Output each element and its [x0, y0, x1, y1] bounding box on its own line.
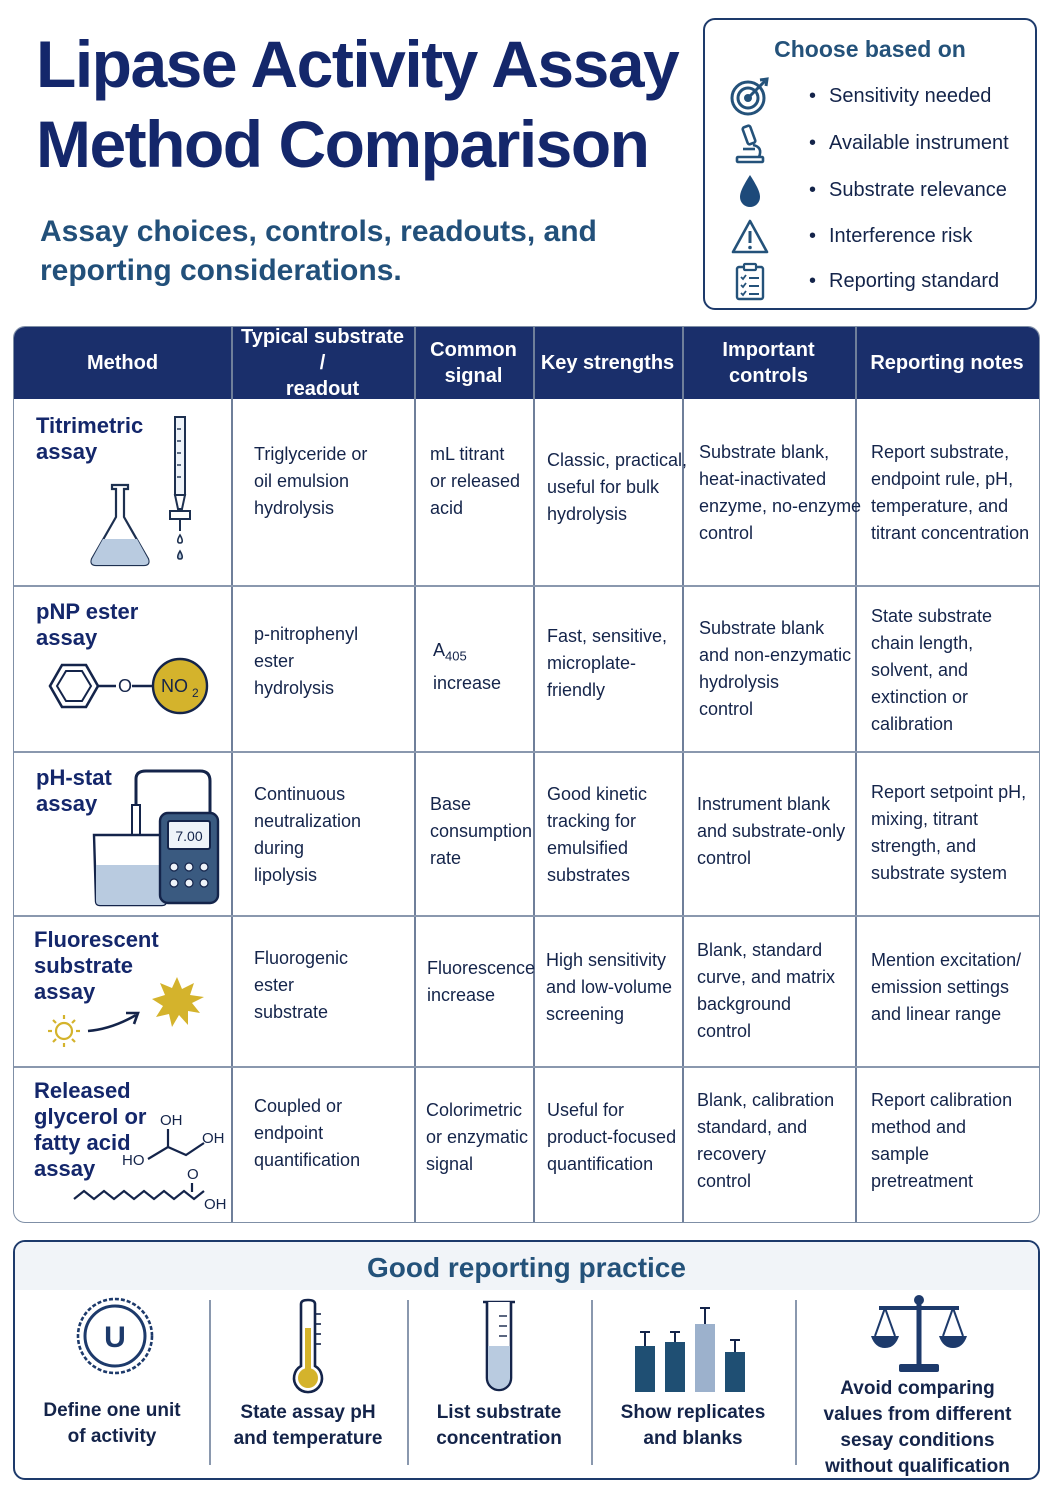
header-controls: Important controls [722, 339, 815, 387]
bar-chart-icon [631, 1302, 755, 1392]
microscope-icon [729, 123, 769, 163]
practice-item-replicates: Show replicates and blanks [591, 1292, 795, 1477]
svg-text:O: O [118, 676, 133, 696]
target-icon [729, 76, 769, 116]
method-name: Fluorescent substrate assay [34, 927, 159, 1004]
svg-text:OH: OH [202, 1130, 225, 1147]
choose-item-reporting: • Reporting standard [725, 261, 1025, 301]
practice-item-avoid-comparing: Avoid comparing values from different sesay conditions without qualification [795, 1292, 1040, 1477]
choose-based-on-panel [703, 18, 1037, 310]
choose-item-label: Substrate relevance [829, 179, 1007, 201]
pnp-structure-icon [40, 649, 216, 719]
test-tube-icon [479, 1298, 519, 1398]
warning-icon [729, 216, 769, 256]
practice-item-unit: U Define one unit of activity [15, 1292, 209, 1477]
method-name: Released glycerol or fatty acid assay [34, 1078, 147, 1181]
page-title [36, 24, 696, 184]
practice-item-ph-temp: State assay pH and temperature [209, 1292, 407, 1477]
header-substrate: Typical substrate / readout [240, 326, 405, 400]
svg-text:OH: OH [204, 1196, 227, 1213]
method-comparison-table: Method Typical substrate / readout Common signal Key strengths Important controls Reporting notes Titrimetric assay Triglyceride or oil emulsion hydrolysis mL titrant or released acid Classic, practical, useful for bulk hydrolysis Substrate blank, heat-inactivated enzyme, no-enzyme control Report substrate, endpoint rule, pH, temperature, and titrant concentration pNP ester assay O NO 2 p-nitrophenyl ester hydrolysis $A_{405}$ increase Fast, sensitive, microplate- friendly Substrate blank and non-enzymatic hydrolysis control State substrate chain length, solvent, and extinction or calibration pH-stat assay 7.00 Continuous neutralization during lipolysis Base consumption rate Good kinetic tracking for emulsified substrates Instrument blank and substrate-only control Report setpoint pH, mixing, titrant strength, and substrate system Fluorescent substrate assay Fluorogenic ester substrate Fluorescence increase High sensitivity and low-volume screening Blank, standard curve, and matrix background control Mention excitation/ emission settings and linear range Released glycerol or fatty acid assay OH OH HO O OH Coupled or endpoint quantification Colorimetric or enzymatic signal Useful for product-focused quantification Blank, calibration standard, and recovery control Report calibration method and sample pretreatment [13, 326, 1040, 1223]
header-method: Method [86, 352, 159, 374]
subtitle-line-1: Assay choices, controls, readouts, and [40, 215, 597, 248]
svg-text:7.00: 7.00 [175, 828, 203, 844]
title-line-1: Lipase Activity Assay [36, 27, 679, 101]
practice-title: Good reporting practice [367, 1252, 686, 1283]
method-name: Titrimetric assay [36, 413, 144, 464]
titration-flask-icon [86, 413, 206, 573]
balance-scale-icon [869, 1294, 969, 1374]
ph-meter-icon [88, 769, 224, 909]
choose-item-label: Sensitivity needed [829, 85, 992, 107]
choose-item-label: Available instrument [829, 132, 1009, 154]
choose-item-interference: • Interference risk [725, 216, 1025, 256]
choose-item-instrument: • Available instrument [725, 123, 1025, 163]
choose-item-label: Interference risk [829, 225, 973, 247]
choose-item-substrate: • Substrate relevance [725, 170, 1025, 210]
table-header [14, 327, 1039, 399]
choose-panel-title: Choose based on [774, 36, 966, 62]
svg-text:OH: OH [160, 1112, 183, 1129]
subtitle-line-2: reporting considerations. [40, 254, 402, 287]
svg-text:U: U [104, 1321, 126, 1354]
page-subtitle [40, 212, 660, 290]
good-reporting-practice-panel [13, 1240, 1040, 1480]
drop-icon [729, 170, 769, 210]
title-line-2: Method Comparison [36, 107, 649, 181]
unit-seal-icon [75, 1296, 155, 1376]
choose-item-sensitivity: • Sensitivity needed [725, 76, 1025, 116]
header-strengths: Key strengths [540, 352, 675, 374]
svg-text:O: O [187, 1166, 199, 1183]
glycerol-fatty-acid-structure-icon [70, 1103, 230, 1213]
header-reporting: Reporting notes [870, 352, 1024, 374]
method-name: pH-stat assay [36, 765, 112, 816]
fluorescence-icon [42, 967, 212, 1057]
thermometer-icon [283, 1298, 333, 1398]
header-signal: Common signal [430, 339, 517, 387]
svg-text:2: 2 [192, 686, 199, 700]
svg-text:HO: HO [122, 1152, 145, 1169]
svg-text:NO: NO [161, 676, 188, 696]
choose-item-label: Reporting standard [829, 270, 1000, 292]
practice-item-substrate-conc: List substrate concentration [407, 1292, 591, 1477]
method-name: pNP ester assay [36, 599, 139, 650]
clipboard-checklist-icon [729, 261, 769, 301]
